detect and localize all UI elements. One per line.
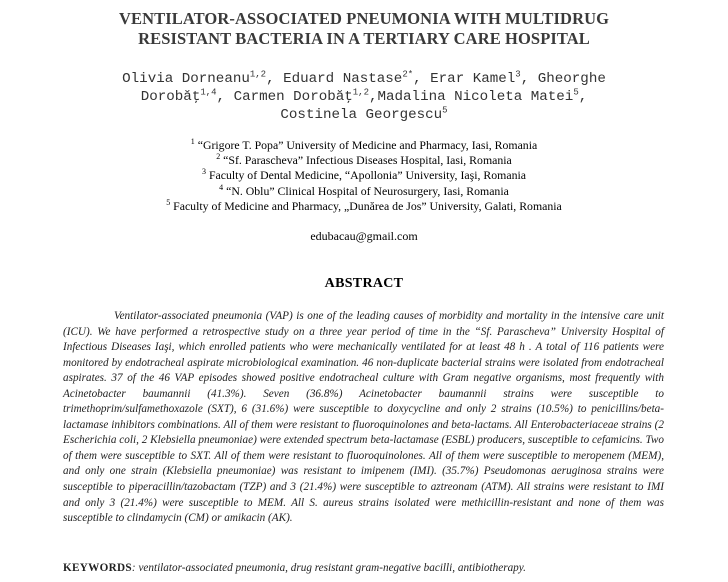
author-affil-sup: 5 (573, 87, 579, 98)
author-affil-sup: 1,4 (200, 87, 217, 98)
author-affil-sup: 3 (515, 69, 521, 80)
keywords-text: : ventilator-associated pneumonia, drug resistant gram-negative bacilli, antibiotherapy. (131, 562, 526, 574)
affiliation-number: 4 (219, 182, 224, 192)
author-affil-sup: 5 (442, 105, 448, 116)
author-name: , Gheorghe (520, 71, 606, 87)
author-line-2 (40, 88, 688, 106)
affiliation-number: 2 (216, 152, 221, 162)
author-list (40, 70, 688, 124)
author-line-3 (40, 106, 688, 124)
affiliation-text: “Grigore T. Popa” University of Medicine and Pharmacy, Iasi, Romania (194, 138, 538, 152)
author-name: Costinela Georgescu (280, 107, 443, 123)
author-name: , Erar Kamel (413, 71, 516, 87)
author-affil-sup: 1,2 (352, 87, 369, 98)
author-affil-sup: 2* (402, 69, 414, 80)
affiliation-text: “Sf. Parascheva” Infectious Diseases Hospital, Iasi, Romania (220, 153, 512, 168)
affiliation-text: Faculty of Dental Medicine, “Apollonia” University, Iaşi, Romania (206, 168, 526, 183)
affiliation-text: “N. Oblu” Clinical Hospital of Neurosurgery, Iasi, Romania (223, 183, 509, 198)
author-name: , (578, 89, 588, 105)
keywords-line (63, 562, 683, 574)
keywords-label: KEYWORDS (63, 562, 132, 574)
title-line-2: RESISTANT BACTERIA IN A TERTIARY CARE HOSPITAL (138, 29, 590, 48)
affiliation-number: 3 (202, 167, 207, 177)
affiliation-5 (40, 199, 688, 214)
affiliation-text: Faculty of Medicine and Pharmacy, „Dunărea de Jos” University, Galati, Romania (170, 198, 562, 213)
affiliation-4 (40, 184, 688, 199)
corresponding-email: edubacau@gmail.com (310, 229, 418, 243)
affiliation-3 (40, 168, 688, 183)
abstract-body: Ventilator-associated pneumonia (VAP) is one of the leading causes of morbidity and mortality in the intensive care unit (ICU). We have performed a retrospective study on a three year period of time in the “Sf. Parascheva” University Hospital of Infectious Diseases Iaşi, which enrolled patients who were mechanically ventilated for at least 48 h . A total of 116 patients were monitored by endotracheal aspirate microbiological examination. 46 non-duplicate bacterial strains were isolated from endotracheal aspirates. 37 of the 46 VAP episodes showed positive endotracheal culture with Gram negative organisms, most frequently with Acinetobacter baumannii (41.3%). Seven (36.8%) Acinetobacter baumannii strains were susceptible to trimethoprim/sulfamethoxazole (SXT), 6 (31.6%) were susceptible to doxycycline and only 2 strains (10.5%) to penicillins/beta-lactamase inhibitors combinations. All of them were resistant to fluoroquinolones and beta-lactams. All Enterobacteriaceae strains (2 Escherichia coli, 2 Klebsiella pneumoniae) were extended spectrum beta-lactamase (ESBL) producers, susceptible to cefamicins. Two of them were susceptible to SXT. All of them were resistant to fluoroquinolones. All of them were susceptible to meropenem (MEM), and only one strain (Klebsiella pneumoniae) was resistant to imipenem (IMI). (35.7%) Pseudomonas aeruginosa strains were susceptible to piperacillin/tazobactam (TZP) and 3 (21.4%) were susceptible to aztreonam (ATM). All strains were resistant to IMI and only 3 (21.4%) were susceptible to MEM. All S. aureus strains isolated were methicillin-resistant and none of them was susceptible to clindamycin (CM) or amikacin (AK). (63, 310, 664, 525)
author-name: , Carmen Dorobăţ (216, 89, 353, 105)
paper-title (40, 9, 688, 49)
affiliation-number: 5 (166, 197, 171, 207)
author-name: Olivia Dorneanu (122, 71, 250, 87)
abstract-heading: ABSTRACT (324, 276, 404, 291)
author-name: ,Madalina Nicoleta Matei (368, 89, 574, 105)
author-line-1 (40, 70, 688, 88)
affiliation-1 (40, 138, 688, 153)
author-affil-sup: 1,2 (249, 69, 267, 80)
author-name: Dorobăţ (140, 89, 201, 105)
affiliations (40, 138, 688, 214)
affiliation-2 (40, 153, 688, 168)
affiliation-number: 1 (190, 137, 195, 147)
title-line-1: VENTILATOR-ASSOCIATED PNEUMONIA WITH MULTIDRUG (118, 9, 610, 28)
author-name: , Eduard Nastase (266, 71, 403, 87)
